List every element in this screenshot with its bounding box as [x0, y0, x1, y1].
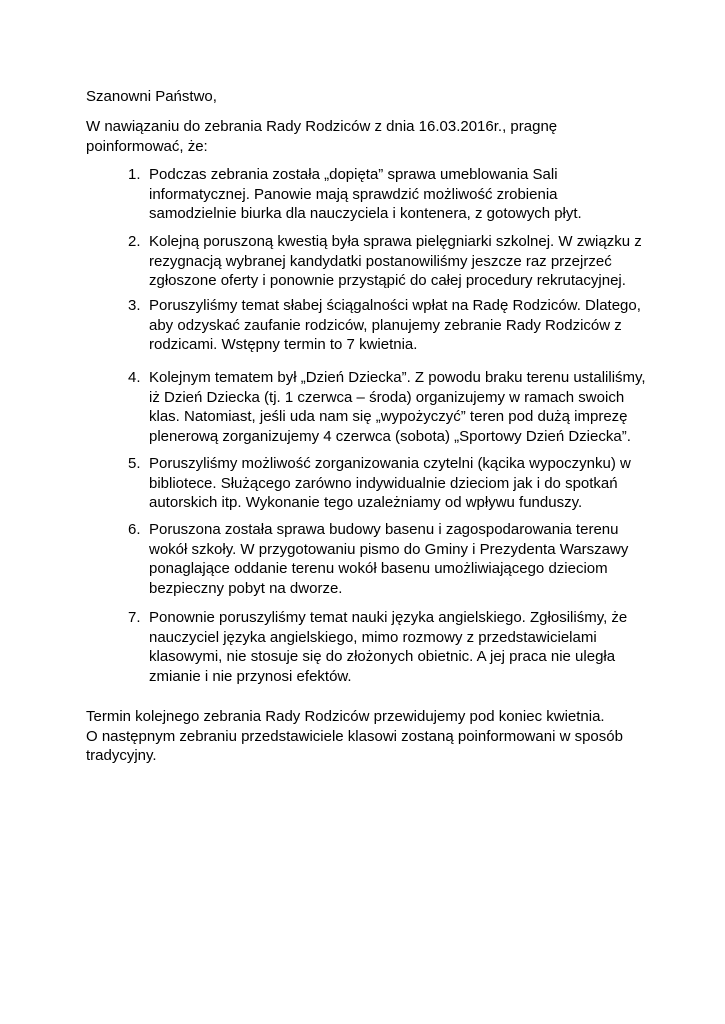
list-item-line: Kolejną poruszoną kwestią była sprawa pielęgniarki szkolnej. W związku z: [149, 233, 642, 250]
list-item-text: [149, 520, 669, 598]
greeting: [86, 87, 666, 107]
list-item-line: Poruszyliśmy temat słabej ściągalności wpłat na Radę Rodziców. Dlatego,: [149, 297, 641, 314]
list-item-number: 1.: [128, 166, 141, 183]
closing-line: tradycyjny.: [86, 747, 157, 764]
intro-paragraph: [86, 117, 666, 156]
list-item-number: 3.: [128, 297, 141, 314]
list-item-line: Ponownie poruszyliśmy temat nauki języka angielskiego. Zgłosiliśmy, że: [149, 609, 628, 626]
list-item-line: Podczas zebrania została „dopięta” sprawa umeblowania Sali: [149, 166, 558, 183]
list-item-text: [149, 454, 669, 513]
list-item-number: 6.: [128, 521, 141, 538]
list-item-number: 2.: [128, 233, 141, 250]
list-item-line: autorskich itp. Wykonanie tego uzależniamy od wpływu funduszy.: [149, 494, 583, 511]
list-item-line: samodzielnie biurka dla nauczyciela i kontenera, z gotowych płyt.: [149, 205, 582, 222]
list-item-line: wokół szkoły. W przygotowaniu pismo do Gminy i Prezydenta Warszawy: [149, 540, 629, 558]
list-item-line: rezygnacją wybranej kandydatki postanowiliśmy jeszcze raz przejrzeć: [149, 252, 612, 270]
list-item-line: rodzicami. Wstępny termin to 7 kwietnia.: [149, 336, 418, 353]
list-item-text: [149, 296, 669, 355]
list-item-line: informatycznej. Panowie mają sprawdzić możliwość zrobienia: [149, 185, 558, 203]
list-item-line: nauczyciel języka angielskiego, mimo rozmowy z przedstawicielami: [149, 628, 597, 646]
list-item-line: bezpieczny pobyt na dworze.: [149, 579, 343, 597]
closing-line: Termin kolejnego zebrania Rady Rodziców przewidujemy pod koniec kwietnia.: [86, 708, 605, 725]
list-item-line: iż Dzień Dziecka (tj. 1 czerwca – środa) organizujemy w ramach swoich: [149, 388, 625, 406]
list-item-number: 5.: [128, 455, 141, 472]
list-item-line: Poruszona została sprawa budowy basenu i zagospodarowania terenu: [149, 521, 619, 538]
list-item-line: aby odzyskać zaufanie rodziców, planujemy zebranie Rady Rodziców z: [149, 316, 622, 334]
list-item-line: Kolejnym tematem był „Dzień Dziecka”. Z powodu braku terenu ustaliliśmy,: [149, 369, 646, 386]
list-item-number: 4.: [128, 369, 141, 386]
closing-paragraph: [86, 707, 686, 766]
intro-line: poinformować, że:: [86, 137, 208, 155]
list-item-text: [149, 232, 669, 291]
list-item-line: Poruszyliśmy możliwość zorganizowania czytelni (kącika wypoczynku) w: [149, 455, 631, 472]
list-item-line: zmianie i nie przynosi efektów.: [149, 667, 352, 685]
greeting-line: Szanowni Państwo,: [86, 88, 217, 105]
list-item-line: ponaglające oddanie terenu wokół basenu umożliwiającego dzieciom: [149, 560, 608, 577]
list-item-line: klas. Natomiast, jeśli uda nam się „wypożyczyć” teren pod dużą imprezę: [149, 408, 628, 425]
list-item-line: bibliotece. Służącego zarówno indywidualnie dzieciom jak i do spotkań: [149, 474, 618, 492]
list-item-text: [149, 608, 669, 686]
list-item-text: [149, 368, 669, 446]
list-item-number: 7.: [128, 609, 141, 626]
list-item-line: zgłoszone oferty i ponownie przystąpić do całej procedury rekrutacyjnej.: [149, 272, 626, 289]
closing-line: O następnym zebraniu przedstawiciele klasowi zostaną poinformowani w sposób: [86, 727, 623, 745]
list-item-line: plenerową zorganizujemy 4 czerwca (sobota) „Sportowy Dzień Dziecka”.: [149, 427, 631, 445]
intro-line: W nawiązaniu do zebrania Rady Rodziców z dnia 16.03.2016r., pragnę: [86, 118, 558, 135]
list-item-text: [149, 165, 669, 224]
list-item-line: klasowymi, nie stosuje się do złożonych obietnic. A jej praca nie uległa: [149, 648, 616, 665]
